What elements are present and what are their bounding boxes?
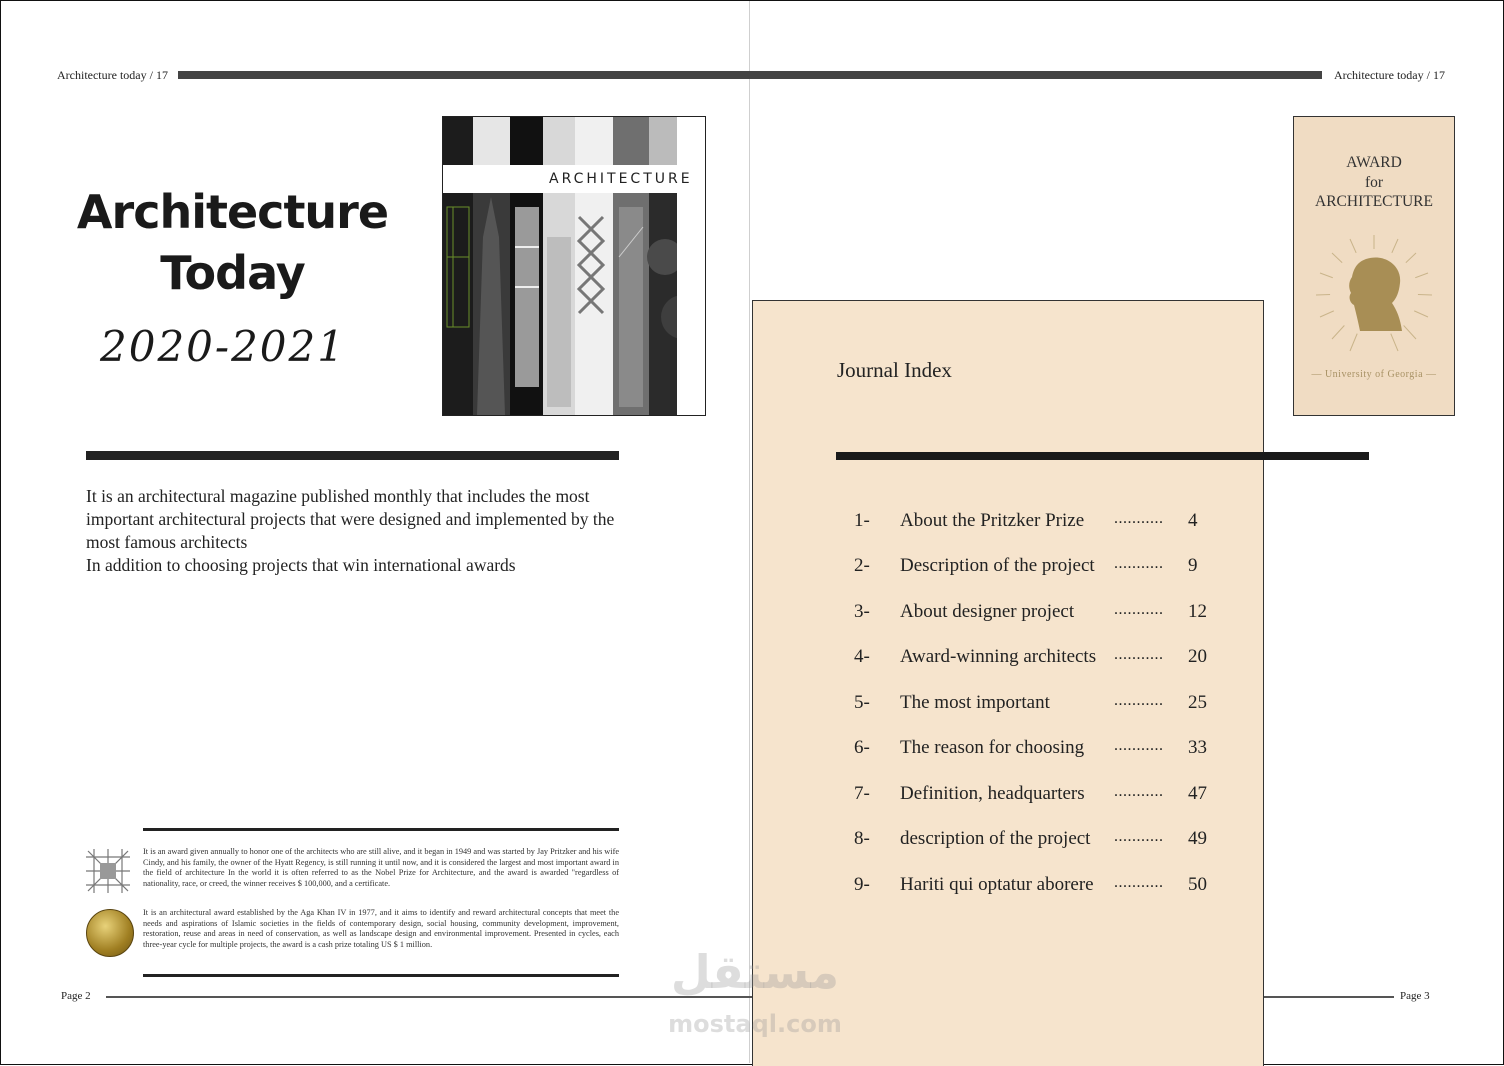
index-rule: [836, 452, 1369, 460]
pritzker-logo-icon: [86, 849, 130, 893]
toc-title: description of the project: [900, 828, 1091, 849]
issue-years: 2020-2021: [100, 322, 346, 371]
toc-number: 6-: [854, 737, 870, 758]
award-line-1: AWARD: [1346, 154, 1402, 171]
page-fold: [749, 1, 750, 1063]
award-university: — University of Georgia —: [1311, 369, 1437, 380]
aga-khan-medal-icon: [86, 909, 134, 957]
title-line-2: Today: [160, 246, 305, 300]
toc-leader: ...........: [1114, 555, 1164, 572]
running-header-right: Architecture today / 17: [1334, 68, 1445, 82]
collage-stripes: [443, 117, 705, 415]
page-number-right: Page 3: [1400, 990, 1430, 1002]
section-rule: [86, 451, 619, 460]
header-bar: [178, 71, 1322, 79]
intro-paragraph-2: In addition to choosing projects that win international awards: [86, 555, 516, 575]
toc-title: The most important: [900, 692, 1050, 713]
toc-page: 47: [1188, 783, 1207, 804]
toc-leader: ...........: [1114, 601, 1164, 618]
toc-title: Description of the project: [900, 555, 1095, 576]
toc-leader: ...........: [1114, 737, 1164, 754]
award-poster: [1293, 116, 1455, 416]
toc-number: 9-: [854, 874, 870, 895]
toc-number: 3-: [854, 601, 870, 622]
toc-page: 33: [1188, 737, 1207, 758]
page-number-left: Page 2: [61, 990, 91, 1002]
toc-leader: ...........: [1114, 874, 1164, 891]
toc-page: 50: [1188, 874, 1207, 895]
toc-page: 12: [1188, 601, 1207, 622]
watermark-latin: mostaql.com: [668, 1010, 842, 1038]
toc-number: 7-: [854, 783, 870, 804]
notes-top-rule: [143, 828, 619, 831]
award-line-3: ARCHITECTURE: [1315, 193, 1433, 210]
watermark-arabic: مستقل: [670, 945, 840, 999]
toc-page: 4: [1188, 510, 1198, 531]
cover-collage-image: [442, 116, 706, 416]
toc-leader: ...........: [1114, 783, 1164, 800]
magazine-title: [60, 182, 405, 304]
running-header-left: Architecture today / 17: [57, 68, 168, 82]
toc-page: 9: [1188, 555, 1198, 576]
toc-page: 25: [1188, 692, 1207, 713]
toc-number: 1-: [854, 510, 870, 531]
toc-page: 20: [1188, 646, 1207, 667]
toc-number: 4-: [854, 646, 870, 667]
intro-paragraph-1: It is an architectural magazine published monthly that includes the most important architectural projects that were designed and implemented by the most famous architects: [86, 486, 615, 552]
notes-bottom-rule: [143, 974, 619, 977]
title-line-1: Architecture: [76, 185, 389, 239]
toc-title: The reason for choosing: [900, 737, 1085, 758]
toc-title: About designer project: [900, 601, 1075, 622]
pritzker-note: It is an award given annually to honor one of the architects who are still alive, and it began in 1949 and was started by Jay Pritzker and his wife Cindy, and his family, the owner of the Hyatt Regency, is still running it until now, and it is considered the largest and most important award in the field of architecture In the world it is often referred to as the Nobel Prize for Architecture, and the award is awarded "regardless of nationality, race, or creed, the winner receives $ 100,000, and a certificate.: [143, 847, 620, 888]
toc-leader: ...........: [1114, 692, 1164, 709]
toc-leader: ...........: [1114, 646, 1164, 663]
cover-word: ARCHITECTURE: [549, 171, 693, 187]
toc-number: 2-: [854, 555, 870, 576]
toc-number: 8-: [854, 828, 870, 849]
index-title: Journal Index: [837, 358, 952, 382]
award-line-2: for: [1364, 174, 1384, 191]
intro-text: [86, 485, 626, 577]
toc-title: Hariti qui optatur aborere: [900, 874, 1094, 895]
aga-khan-note: It is an architectural award established by the Aga Khan IV in 1977, and it aims to identify and reward architectural concepts that meet the needs and aspirations of Islamic societies in the fields of contemporary design, social housing, community development, improvement, restoration, reuse and areas in need of conservation, as well as landscape design and environmental improvement. Presented in cycles, each three-year cycle for multiple projects, the award is a cash prize totaling US $ 1 million.: [143, 908, 619, 949]
toc-title: Award-winning architects: [900, 646, 1097, 667]
toc-title: Definition, headquarters: [900, 783, 1085, 804]
toc-leader: ...........: [1114, 510, 1164, 527]
toc-leader: ...........: [1114, 828, 1164, 845]
toc-page: 49: [1188, 828, 1207, 849]
toc-title: About the Pritzker Prize: [900, 510, 1085, 531]
toc-number: 5-: [854, 692, 870, 713]
